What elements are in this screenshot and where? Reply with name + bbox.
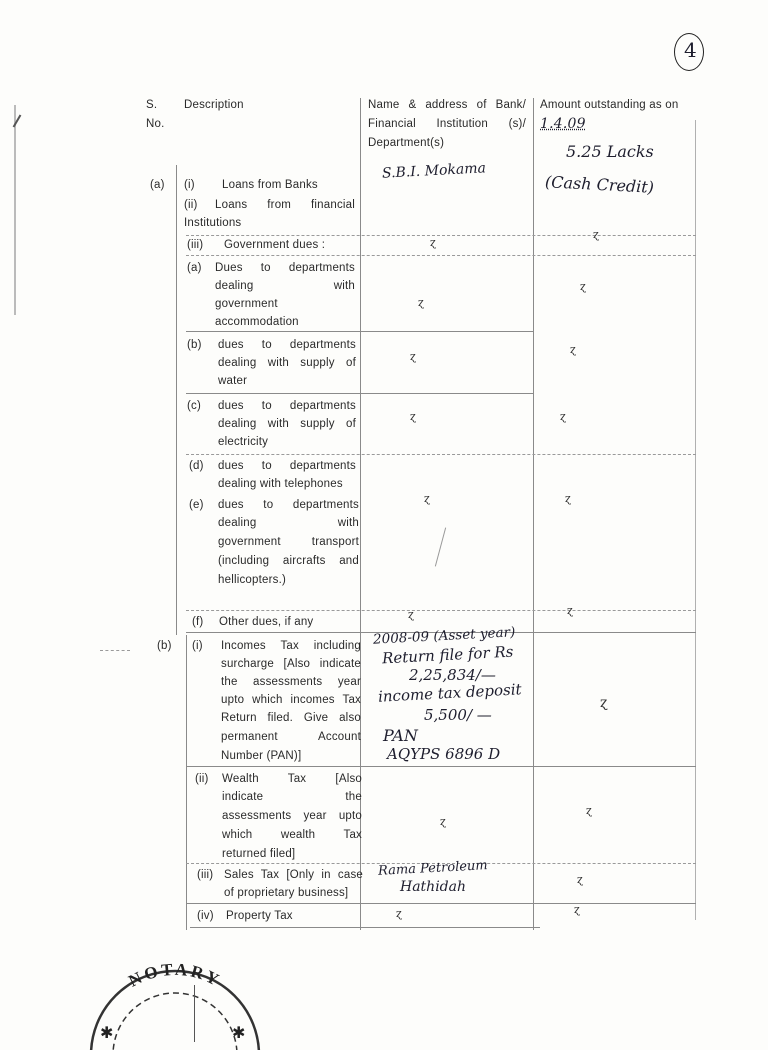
row-divider <box>186 903 696 904</box>
nil-mark: ɀ <box>577 873 583 886</box>
header-description: Description <box>184 99 244 111</box>
slash-mark <box>435 528 446 567</box>
row-a-b-text-1: dues to departments <box>218 339 356 351</box>
row-a-i-amount-2: (Cash Credit) <box>544 172 655 197</box>
row-a-a-num: (a) <box>187 262 202 274</box>
row-b-i-hand-1: 2008-09 (Asset year) <box>372 624 516 648</box>
nil-mark: ɀ <box>430 236 436 249</box>
margin-mark <box>14 105 16 315</box>
header-amount <box>540 96 700 135</box>
row-a-a-text-1: Dues to departments <box>215 262 355 274</box>
row-a-i-num: (i) <box>184 179 195 191</box>
row-a-i-text: Loans from Banks <box>222 179 318 191</box>
row-b-iii-hand-2: Hathidah <box>400 879 467 895</box>
nil-mark: ɀ <box>418 296 424 309</box>
row-b-i-hand-6: PAN <box>383 726 418 745</box>
row-a-d-num: (d) <box>189 460 204 472</box>
row-a-ii-text-2: Institutions <box>184 217 242 229</box>
row-divider <box>186 255 696 256</box>
row-b-i-text-7: Number (PAN)] <box>221 750 302 762</box>
column-divider-1b <box>186 635 187 930</box>
row-a-i-name: S.B.I. Mokama <box>381 160 487 182</box>
stamp-arc <box>95 975 255 1050</box>
row-a-i-amount-1: 5.25 Lacks <box>566 142 654 161</box>
row-a-d-text-2: dealing with telephones <box>218 478 343 490</box>
row-a-e-text-3: government transport <box>218 536 359 548</box>
row-a-iii-text: Government dues : <box>224 239 326 251</box>
row-divider <box>186 393 534 394</box>
row-b-i-text-3: the assessments year <box>221 676 361 688</box>
column-divider-3 <box>533 98 534 930</box>
nil-mark: ɀ <box>567 604 573 617</box>
row-a-c-text-3: electricity <box>218 436 269 448</box>
row-b-i-text-5: Return filed. Give also <box>221 712 361 724</box>
stamp-divider <box>194 985 195 1042</box>
row-b-ii-text-3: assessments year upto <box>222 810 362 822</box>
nil-mark: ɀ <box>396 907 402 920</box>
nil-mark: ɀ <box>593 228 599 241</box>
row-a-f-text: Other dues, if any <box>219 616 314 628</box>
header-sno: S. No. <box>146 99 165 130</box>
row-divider <box>100 650 130 651</box>
row-a-b-text-3: water <box>218 375 248 387</box>
column-divider-4 <box>695 120 696 920</box>
row-b-i-num: (i) <box>192 640 203 652</box>
row-b-iv-text: Property Tax <box>226 910 293 922</box>
nil-mark: ɀ <box>410 410 416 423</box>
nil-mark: ɀ <box>580 280 586 293</box>
row-b-ii-text-4: which wealth Tax <box>222 829 362 841</box>
row-a-e-text-1: dues to departments <box>218 499 359 511</box>
row-b-ii-text-2: indicate the <box>222 791 362 803</box>
header-amount-prefix: Amount outstanding as on <box>540 99 679 111</box>
row-divider <box>186 454 696 455</box>
row-a-b-text-2: dealing with supply of <box>218 357 356 369</box>
row-divider <box>190 927 540 928</box>
nil-mark: ɀ <box>600 695 608 711</box>
row-divider <box>186 766 696 767</box>
stamp-text <box>125 960 224 991</box>
row-a-a-text-2: dealing with <box>215 280 355 292</box>
row-b-ii-num: (ii) <box>195 773 209 785</box>
row-b-iii-text-1: Sales Tax [Only in case <box>224 869 363 881</box>
row-b-i-text-4: upto which incomes Tax <box>221 694 361 706</box>
page-number: 4 <box>684 38 697 62</box>
notary-stamp <box>80 960 270 1050</box>
row-b-iii-text-2: of proprietary business] <box>224 887 349 899</box>
row-a-a-text-4: accommodation <box>215 316 299 328</box>
nil-mark: ɀ <box>565 492 571 505</box>
row-a-ii-text-1: Loans from financial <box>215 199 355 211</box>
section-b-label: (b) <box>157 640 172 652</box>
row-a-a-text-3: government <box>215 298 278 310</box>
nil-mark: ɀ <box>574 903 580 916</box>
header-amount-date: 1.4.09 <box>540 116 586 132</box>
row-a-iii-num: (iii) <box>187 239 204 251</box>
row-a-ii-num: (ii) <box>184 199 198 211</box>
row-b-i-hand-5: 5,500/ — <box>424 706 492 724</box>
row-a-f-num: (f) <box>192 616 204 628</box>
row-b-ii-text-5: returned filed] <box>222 848 296 860</box>
row-b-ii-text-1: Wealth Tax [Also <box>222 773 362 785</box>
stamp-star-icon: ✱ <box>100 1023 114 1042</box>
row-b-i-text-1: Incomes Tax including <box>221 640 361 652</box>
row-a-e-text-4: (including aircrafts and <box>218 555 359 567</box>
nil-mark: ɀ <box>408 608 414 621</box>
row-a-c-text-1: dues to departments <box>218 400 356 412</box>
column-divider-1 <box>176 165 177 635</box>
row-b-iv-num: (iv) <box>197 910 214 922</box>
row-b-i-text-2: surcharge [Also indicate <box>221 658 361 670</box>
nil-mark: ɀ <box>586 804 592 817</box>
nil-mark: ɀ <box>424 492 430 505</box>
row-b-i-hand-3: 2,25,834/— <box>409 666 496 684</box>
row-b-i-hand-7: AQYPS 6896 D <box>387 745 501 763</box>
nil-mark: ɀ <box>410 350 416 363</box>
nil-mark: ɀ <box>440 815 446 828</box>
row-b-iii-num: (iii) <box>197 869 214 881</box>
nil-mark: ɀ <box>560 410 566 423</box>
row-a-c-num: (c) <box>187 400 202 412</box>
stamp-star-icon: ✱ <box>232 1023 246 1042</box>
row-a-e-text-5: hellicopters.) <box>218 574 286 586</box>
section-a-label: (a) <box>150 179 165 191</box>
row-a-d-text-1: dues to departments <box>218 460 356 472</box>
header-name-address: Name & address of Bank/ Financial Institution (s)/ Department(s) <box>368 99 526 149</box>
row-b-i-hand-2: Return file for Rs <box>381 642 514 668</box>
row-a-e-num: (e) <box>189 499 204 511</box>
row-a-b-num: (b) <box>187 339 202 351</box>
stamp-text-path: NOTARY <box>125 960 225 991</box>
row-divider <box>186 610 696 611</box>
nil-mark: ɀ <box>570 343 576 356</box>
row-a-e-text-2: dealing with <box>218 517 359 529</box>
row-b-i-hand-4: income tax deposit <box>377 680 522 706</box>
row-b-i-text-6: permanent Account <box>221 731 361 743</box>
row-a-c-text-2: dealing with supply of <box>218 418 356 430</box>
row-b-iii-hand-1: Rama Petroleum <box>377 858 489 879</box>
